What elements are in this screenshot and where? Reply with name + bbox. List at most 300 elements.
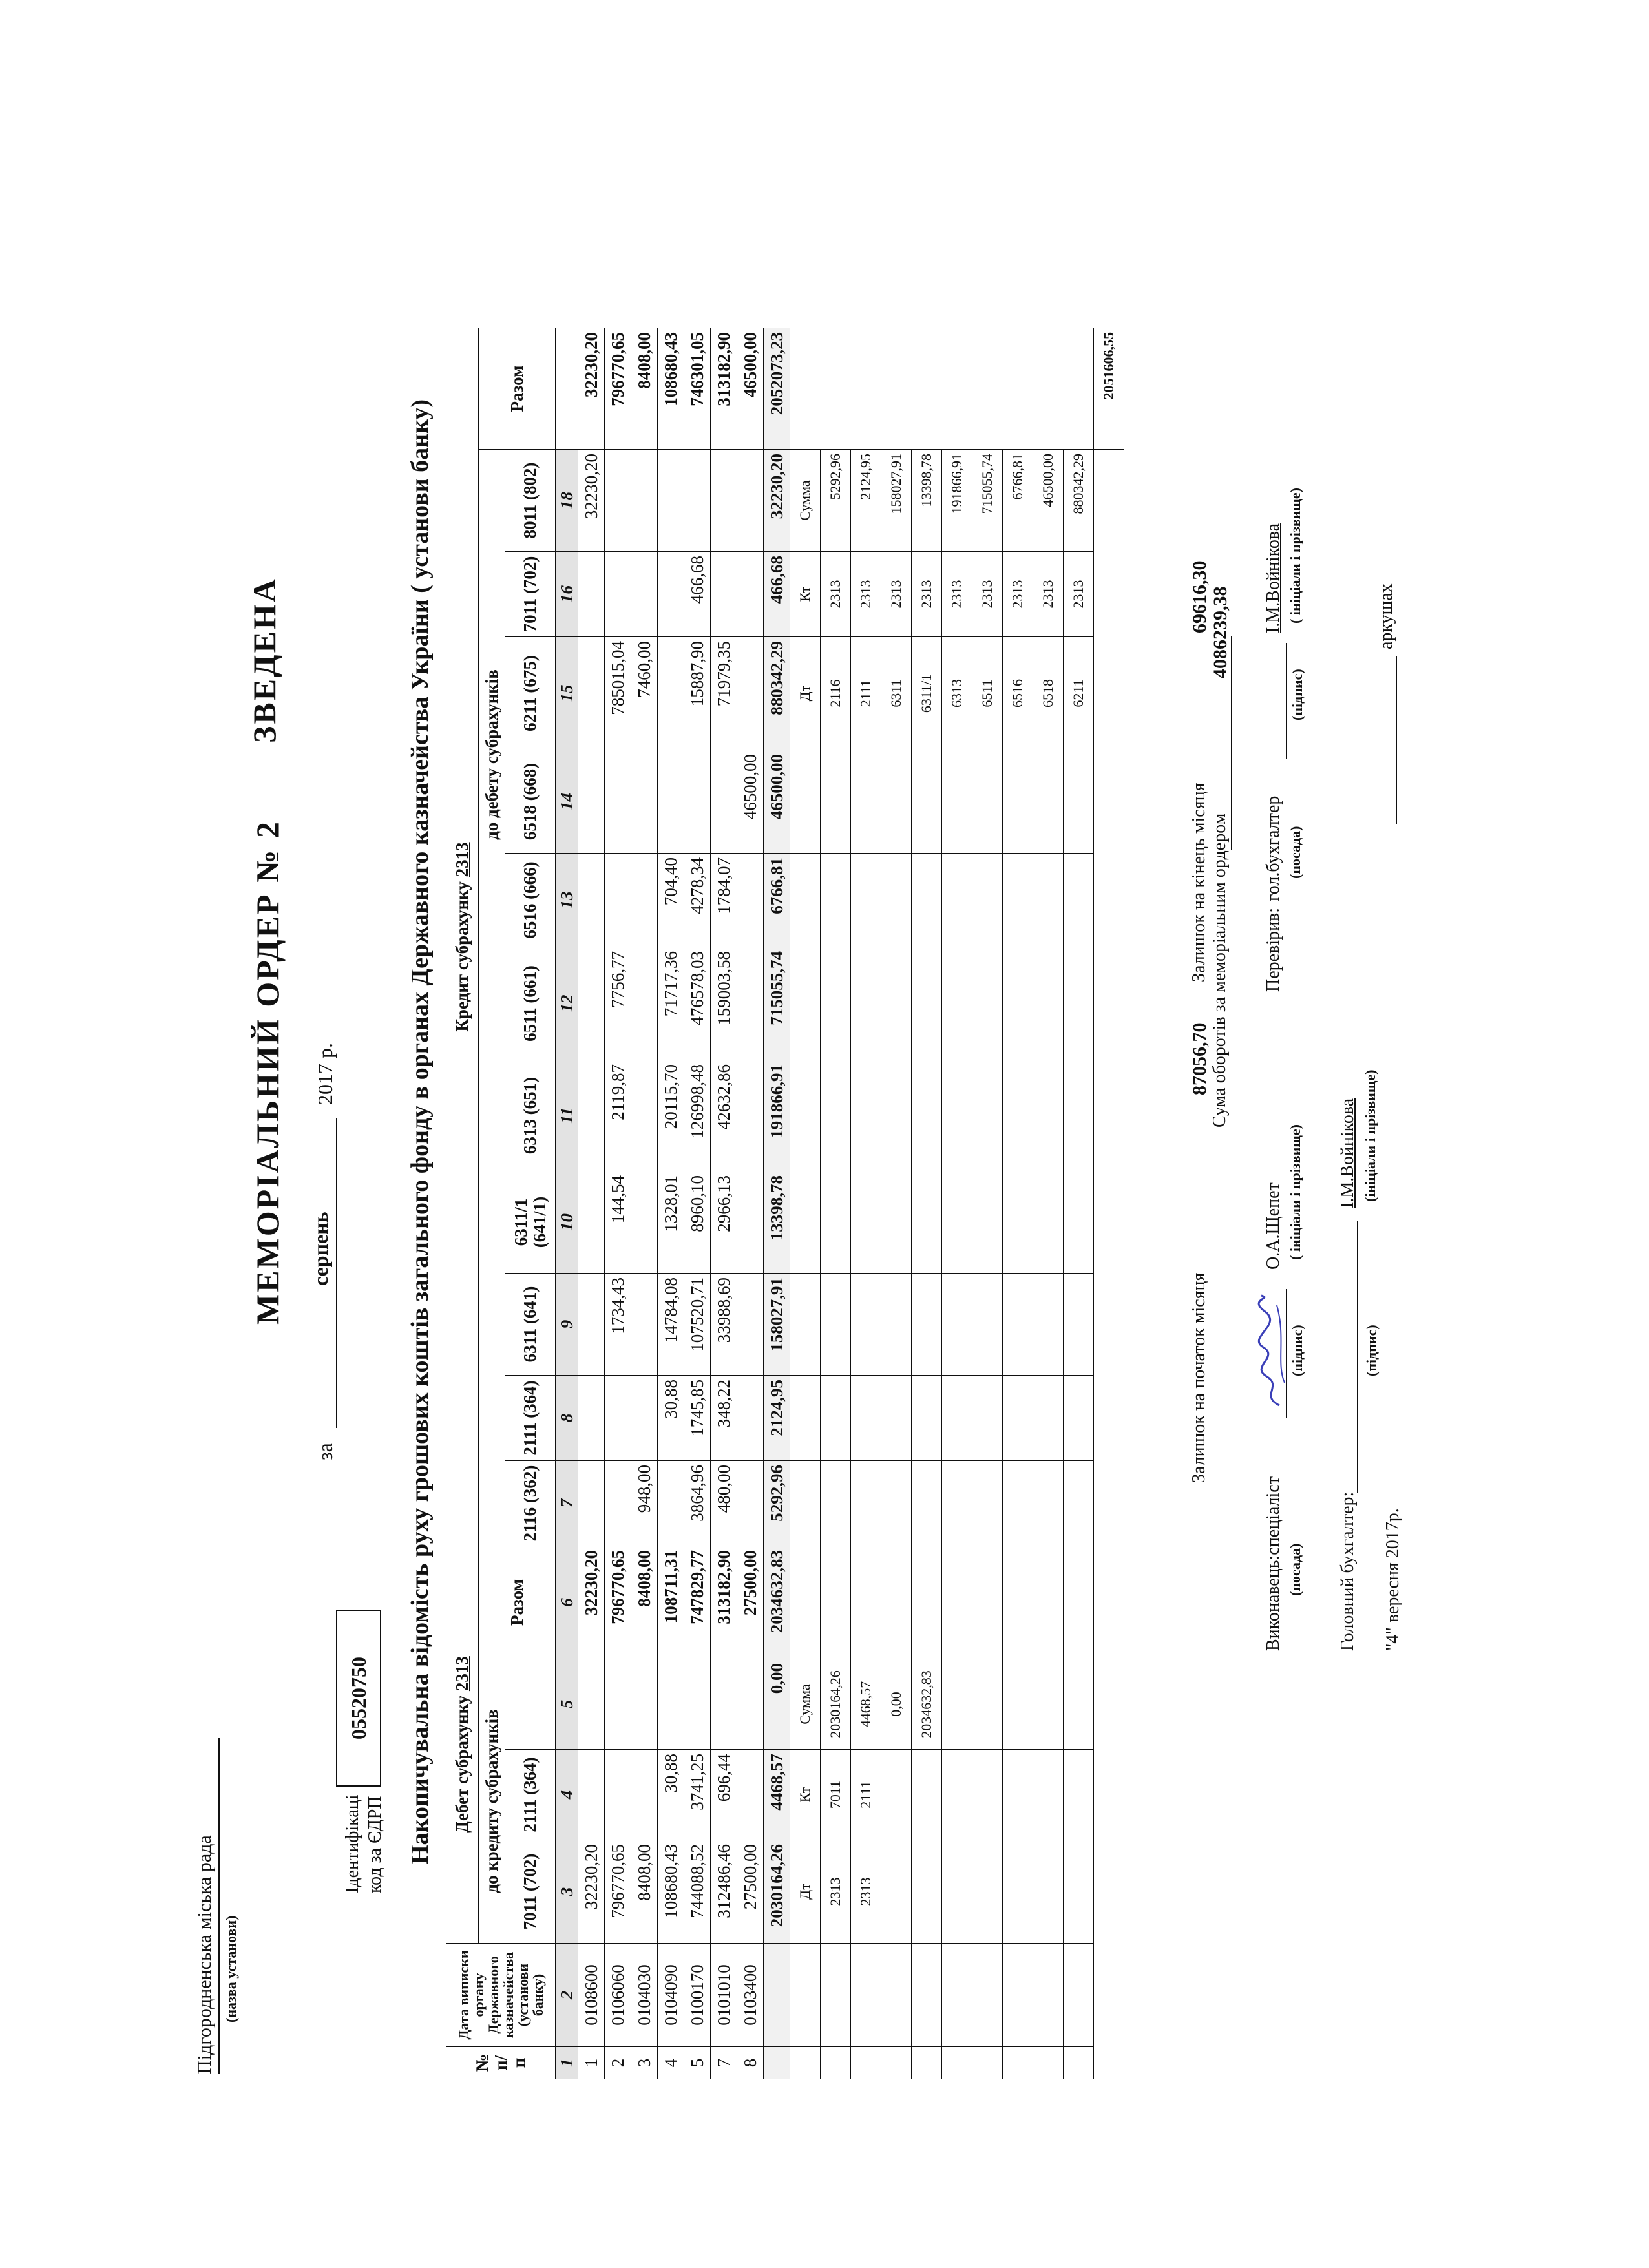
debit-col-7011: 7011 (702) <box>505 1840 556 1944</box>
summary-blank <box>790 1376 821 1461</box>
org-name: Підгородненська міська рада <box>194 1835 215 2074</box>
summary-blank <box>1033 1659 1064 1750</box>
summary-blank <box>1033 1546 1064 1659</box>
credit-col-sum: Разом <box>479 328 556 450</box>
cell-c2111 <box>631 1376 658 1461</box>
cell-date: 0100170 <box>684 1944 711 2047</box>
summary-blank <box>1033 1461 1064 1546</box>
credit-summary-sum: 880342,29 <box>1064 450 1094 552</box>
cell-c2111 <box>605 1376 631 1461</box>
checked-label: Перевірив: <box>1263 907 1283 992</box>
colnum: 16 <box>556 552 578 637</box>
summary-blank <box>881 750 912 854</box>
summary-blank <box>972 1171 1003 1274</box>
cell-c8011 <box>737 450 764 552</box>
summary-blank <box>1064 1171 1094 1274</box>
summary-blank <box>790 1274 821 1376</box>
checked-sign-caption: (підпис) <box>1289 669 1305 720</box>
debit-summary-kt: 2111 <box>851 1750 881 1840</box>
summary-blank <box>1003 1171 1033 1274</box>
credit-summary-sum: 5292,96 <box>821 450 851 552</box>
summary-blank <box>851 1171 881 1274</box>
cell-c7011 <box>631 552 658 637</box>
cell-c6516 <box>578 854 605 947</box>
debit-summary-dt <box>912 1840 942 1944</box>
cell-c6311-1 <box>631 1171 658 1274</box>
cell-c6516: 704,40 <box>658 854 684 947</box>
cell-date: 0103400 <box>737 1944 764 2047</box>
colnum: 8 <box>556 1376 578 1461</box>
total-cell: 2052073,23 <box>764 328 790 450</box>
credit-summary-sum: 158027,91 <box>881 450 912 552</box>
colnum: 14 <box>556 750 578 854</box>
summary-blank <box>790 1944 821 2047</box>
summary-blank <box>1003 1659 1033 1750</box>
summary-blank <box>942 1461 972 1546</box>
cell-c8011 <box>684 450 711 552</box>
summary-blank <box>972 1274 1003 1376</box>
closing-value: 69616,30 <box>1189 560 1210 633</box>
summary-blank <box>851 1376 881 1461</box>
period-prefix: за <box>313 1443 337 1460</box>
summary-blank <box>1003 1546 1033 1659</box>
cell-dsum: 313182,90 <box>711 1546 737 1659</box>
summary-blank <box>1033 1274 1064 1376</box>
cell-d2111 <box>605 1750 631 1840</box>
summary-blank <box>1033 1171 1064 1274</box>
cell-c6311-1: 1328,01 <box>658 1171 684 1274</box>
debit-sub-header: до кредиту субрахунків <box>479 1659 505 1944</box>
edrpou-code: 05520750 <box>336 1610 381 1787</box>
data-rows <box>578 328 764 2079</box>
cell-c6311: 107520,71 <box>684 1274 711 1376</box>
summary-blank <box>821 750 851 854</box>
table-row <box>578 328 605 2079</box>
colnum: 11 <box>556 1060 578 1171</box>
summary-blank <box>881 854 912 947</box>
summary-blank <box>790 1060 821 1171</box>
grand-total-row <box>1094 328 1124 2079</box>
summary-blank <box>851 947 881 1060</box>
totals-row <box>764 328 790 2079</box>
sheets-label: аркушах <box>1376 583 1396 649</box>
summary-blank <box>912 1461 942 1546</box>
cell-d5 <box>737 1659 764 1750</box>
total-cell: 4468,57 <box>764 1750 790 1840</box>
debit-col-blank <box>505 1659 556 1750</box>
cell-d5 <box>578 1659 605 1750</box>
summary-blank <box>790 750 821 854</box>
summary-blank <box>821 1274 851 1376</box>
cell-d7011: 32230,20 <box>578 1840 605 1944</box>
table-row <box>658 328 684 2079</box>
chief-sign-line <box>1357 1221 1358 1493</box>
total-cell: 466,68 <box>764 552 790 637</box>
summary-blank <box>942 947 972 1060</box>
cell-c8011 <box>658 450 684 552</box>
cell-d5 <box>684 1659 711 1750</box>
credit-col-6518: 6518 (668) <box>505 750 556 854</box>
subtitle: Накопичувальна відомість руху грошових коштів загального фонду в органах Державного казначейства України ( установи банку) <box>406 399 434 1864</box>
org-caption: (назва установи) <box>223 1915 239 2022</box>
summary-row <box>942 328 972 2079</box>
cell-d7011: 312486,46 <box>711 1840 737 1944</box>
summary-blank <box>912 947 942 1060</box>
cell-c2116 <box>605 1461 631 1546</box>
opening-value: 87056,70 <box>1189 1022 1210 1095</box>
cell-d7011: 8408,00 <box>631 1840 658 1944</box>
credit-summary-dt-header: Дт <box>790 637 821 750</box>
stamp-zvedena: ЗВЕДЕНА <box>246 577 282 743</box>
summary-row <box>1003 328 1033 2079</box>
cell-c7011 <box>578 552 605 637</box>
grand-total: 2051606,55 <box>1094 328 1124 450</box>
summary-blank <box>1003 1461 1033 1546</box>
credit-col-6311: 6311 (641) <box>505 1274 556 1376</box>
cell-d2111 <box>631 1750 658 1840</box>
summary-blank <box>790 947 821 1060</box>
debit-col-2111: 2111 (364) <box>505 1750 556 1840</box>
cell-csum: 313182,90 <box>711 328 737 450</box>
credit-summary-sum-header: Сумма <box>790 450 821 552</box>
summary-blank <box>912 1274 942 1376</box>
credit-summary-kt: 2313 <box>821 552 851 637</box>
summary-blank <box>942 1750 972 1840</box>
cell-c6313 <box>631 1060 658 1171</box>
summary-blank <box>1064 854 1094 947</box>
checked-name-caption: ( ініціали і прізвище) <box>1287 488 1303 624</box>
cell-c6511: 71717,36 <box>658 947 684 1060</box>
cell-d2111 <box>578 1750 605 1840</box>
credit-summary-kt: 2313 <box>1003 552 1033 637</box>
colnum: 3 <box>556 1840 578 1944</box>
summary-blank <box>1064 947 1094 1060</box>
summary-blank <box>1003 750 1033 854</box>
summary-blank <box>972 854 1003 947</box>
credit-summary-kt: 2313 <box>912 552 942 637</box>
cell-c6516: 1784,07 <box>711 854 737 947</box>
turnover-value: 4086239,38 <box>1210 586 1231 678</box>
cell-c6518 <box>578 750 605 854</box>
turnover-label: Сума оборотів за меморіальним ордером <box>1210 813 1230 1128</box>
debit-summary-sum-header: Сумма <box>790 1659 821 1750</box>
summary-blank <box>1003 1840 1033 1944</box>
cell-c6313: 2119,87 <box>605 1060 631 1171</box>
cell-c6516: 4278,34 <box>684 854 711 947</box>
cell-c6518 <box>631 750 658 854</box>
summary-blank <box>1003 1060 1033 1171</box>
summary-blank <box>942 750 972 854</box>
checked-name: І.М.Войнікова <box>1263 523 1283 633</box>
summary-blank <box>881 947 912 1060</box>
summary-blank <box>942 2047 972 2079</box>
summary-blank <box>972 1944 1003 2047</box>
debit-summary-dt: 2313 <box>851 1840 881 1944</box>
summary-blank <box>851 2047 881 2079</box>
debit-col-sum: Разом <box>479 1546 556 1659</box>
summary-blank <box>1033 1060 1064 1171</box>
summary-blank <box>942 1274 972 1376</box>
summary-blank <box>1003 2047 1033 2079</box>
summary-blank <box>821 1060 851 1171</box>
summary-row <box>851 328 881 2079</box>
credit-summary-kt: 2313 <box>1064 552 1094 637</box>
summary-blank <box>821 2047 851 2079</box>
total-cell: 2030164,26 <box>764 1840 790 1944</box>
summary-blank <box>972 1461 1003 1546</box>
summary-blank <box>821 1944 851 2047</box>
cell-c2111: 30,88 <box>658 1376 684 1461</box>
total-cell: 0,00 <box>764 1659 790 1750</box>
summary-blank <box>972 1546 1003 1659</box>
summary-blank <box>1003 854 1033 947</box>
debit-summary-kt: 7011 <box>821 1750 851 1840</box>
summary-blank <box>1033 1376 1064 1461</box>
summary-blank <box>881 1376 912 1461</box>
summary-blank <box>881 1060 912 1171</box>
credit-summary-dt: 6211 <box>1064 637 1094 750</box>
checked-position: гол.бухгалтер <box>1263 795 1283 901</box>
cell-date: 0106060 <box>605 1944 631 2047</box>
summary-blank <box>790 1171 821 1274</box>
debit-summary-dt: 2313 <box>821 1840 851 1944</box>
credit-group-header <box>446 328 479 1546</box>
total-cell: 46500,00 <box>764 750 790 854</box>
id-label-2: код за ЄДРП <box>365 1796 385 1893</box>
cell-c6311-1 <box>578 1171 605 1274</box>
credit-col-6211: 6211 (675) <box>505 637 556 750</box>
cell-c6516 <box>605 854 631 947</box>
executor-sign-caption: (підпис) <box>1289 1325 1305 1376</box>
cell-c6211: 15887,90 <box>684 637 711 750</box>
executor-name: О.А.Щепет <box>1263 1182 1283 1270</box>
credit-summary-dt: 6311/1 <box>912 637 942 750</box>
table-row <box>605 328 631 2079</box>
colnum: 10 <box>556 1171 578 1274</box>
summary-blank <box>972 1060 1003 1171</box>
summary-row <box>1033 328 1064 2079</box>
summary-blank <box>972 1750 1003 1840</box>
credit-summary-kt: 2313 <box>851 552 881 637</box>
summary-blank <box>912 750 942 854</box>
summary-blank <box>790 854 821 947</box>
table-row <box>737 328 764 2079</box>
summary-blank <box>912 2047 942 2079</box>
colnum: 9 <box>556 1274 578 1376</box>
summary-blank <box>851 854 881 947</box>
cell-c6311-1 <box>737 1171 764 1274</box>
cell-c8011 <box>605 450 631 552</box>
summary-blank <box>821 1461 851 1546</box>
total-cell: 715055,74 <box>764 947 790 1060</box>
cell-c6211: 71979,35 <box>711 637 737 750</box>
summary-blank <box>1064 1750 1094 1840</box>
cell-c6511 <box>737 947 764 1060</box>
cell-c6516 <box>631 854 658 947</box>
cell-d2111: 30,88 <box>658 1750 684 1840</box>
cell-c6311: 14784,08 <box>658 1274 684 1376</box>
credit-col-6313: 6313 (651) <box>505 1060 556 1171</box>
summary-blank <box>821 1376 851 1461</box>
cell-date: 0101010 <box>711 1944 737 2047</box>
cell-d7011: 744088,52 <box>684 1840 711 1944</box>
total-cell: 158027,91 <box>764 1274 790 1376</box>
checked-sign-line <box>1286 643 1287 759</box>
debit-summary-kt <box>912 1750 942 1840</box>
summary-blank <box>1033 947 1064 1060</box>
debit-summary-kt <box>881 1750 912 1840</box>
cell-c7011 <box>658 552 684 637</box>
cell-c2111: 348,22 <box>711 1376 737 1461</box>
cell-c2116: 480,00 <box>711 1461 737 1546</box>
summary-blank <box>851 1546 881 1659</box>
summary-blank <box>972 1376 1003 1461</box>
summary-blank <box>912 1060 942 1171</box>
cell-c2111 <box>578 1376 605 1461</box>
cell-c6311: 1734,43 <box>605 1274 631 1376</box>
org-underline <box>218 1738 220 2074</box>
summary-row <box>790 328 821 2079</box>
credit-summary-dt: 2111 <box>851 637 881 750</box>
cell-d7011: 27500,00 <box>737 1840 764 1944</box>
summary-blank <box>1064 1376 1094 1461</box>
cell-csum: 108680,43 <box>658 328 684 450</box>
total-cell: 13398,78 <box>764 1171 790 1274</box>
summary-blank <box>1064 1944 1094 2047</box>
credit-sub-header: до дебету субрахунків <box>479 450 505 1060</box>
cell-n: 2 <box>605 2047 631 2079</box>
cell-c8011: 32230,20 <box>578 450 605 552</box>
cell-n: 3 <box>631 2047 658 2079</box>
summary-blank <box>1064 750 1094 854</box>
cell-c6518 <box>658 750 684 854</box>
col-no-header: № п/п <box>446 2047 556 2079</box>
summary-blank <box>1003 1750 1033 1840</box>
cell-c6311 <box>631 1274 658 1376</box>
summary-blank <box>821 1171 851 1274</box>
cell-c6518 <box>684 750 711 854</box>
summary-blank <box>1064 1840 1094 1944</box>
credit-group-label: Кредит субрахунку <box>452 881 472 1032</box>
summary-blank <box>790 1546 821 1659</box>
cell-dsum: 8408,00 <box>631 1546 658 1659</box>
cell-c6313 <box>578 1060 605 1171</box>
cell-c6311: 33988,69 <box>711 1274 737 1376</box>
colnum: 5 <box>556 1659 578 1750</box>
cell-c6311 <box>578 1274 605 1376</box>
credit-summary-sum: 191866,91 <box>942 450 972 552</box>
executor-label: Виконавець:спеціаліст <box>1263 1476 1283 1651</box>
colnum: 18 <box>556 450 578 552</box>
cell-c6511 <box>578 947 605 1060</box>
debit-summary-kt-header: Кт <box>790 1750 821 1840</box>
cell-d7011: 796770,65 <box>605 1840 631 1944</box>
period-month: серпень <box>309 1212 332 1286</box>
col-date-header: Дата виписки органу Державного казначейства (установи банку) <box>446 1944 556 2047</box>
summary-blank <box>942 1546 972 1659</box>
summary-blank <box>851 1274 881 1376</box>
cell-c6211: 785015,04 <box>605 637 631 750</box>
checked-position-caption: (посада) <box>1287 826 1303 879</box>
summary-blank <box>821 1546 851 1659</box>
id-label-1: Ідентифікаці <box>342 1794 362 1893</box>
totals-blank <box>764 2047 790 2079</box>
colnum: 7 <box>556 1461 578 1546</box>
summary-blank <box>942 854 972 947</box>
cell-c8011 <box>711 450 737 552</box>
summary-blank <box>1033 1944 1064 2047</box>
summary-blank <box>912 854 942 947</box>
credit-summary-sum: 2124,95 <box>851 450 881 552</box>
credit-summary-kt-header: Кт <box>790 552 821 637</box>
cell-date: 0104090 <box>658 1944 684 2047</box>
summary-blank <box>881 1944 912 2047</box>
summary-blank <box>790 2047 821 2079</box>
summary-blank <box>881 1274 912 1376</box>
summary-blank <box>1003 1376 1033 1461</box>
cell-c6211: 7460,00 <box>631 637 658 750</box>
debit-summary-sum: 4468,57 <box>851 1659 881 1750</box>
opening-label: Залишок на початок місяця <box>1189 1272 1209 1483</box>
cell-n: 8 <box>737 2047 764 2079</box>
colnum: 15 <box>556 637 578 750</box>
total-cell: 880342,29 <box>764 637 790 750</box>
cell-csum: 46500,00 <box>737 328 764 450</box>
summary-blank <box>942 1171 972 1274</box>
cell-c6511: 159003,58 <box>711 947 737 1060</box>
cell-d2111 <box>737 1750 764 1840</box>
cell-c2111: 1745,85 <box>684 1376 711 1461</box>
cell-c6518: 46500,00 <box>737 750 764 854</box>
colnum: 13 <box>556 854 578 947</box>
summary-blank <box>942 1376 972 1461</box>
cell-c6311-1: 144,54 <box>605 1171 631 1274</box>
cell-c7011 <box>711 552 737 637</box>
summary-row <box>972 328 1003 2079</box>
credit-summary-dt: 2116 <box>821 637 851 750</box>
summary-row <box>881 328 912 2079</box>
colnum: 1 <box>556 2047 578 2079</box>
debit-summary-dt-header: Дт <box>790 1840 821 1944</box>
cell-dsum: 32230,20 <box>578 1546 605 1659</box>
summary-blank <box>1003 947 1033 1060</box>
order-title: МЕМОРІАЛЬНИЙ ОРДЕР № 2 <box>249 820 286 1325</box>
closing-label: Залишок на кінець місяця <box>1189 782 1209 982</box>
summary-blank <box>1033 854 1064 947</box>
cell-n: 5 <box>684 2047 711 2079</box>
cell-c2116 <box>578 1461 605 1546</box>
chief-label: Головний бухгалтер: <box>1338 1491 1358 1651</box>
cell-n: 7 <box>711 2047 737 2079</box>
cell-d5 <box>658 1659 684 1750</box>
cell-c6211 <box>658 637 684 750</box>
summary-row <box>1064 328 1094 2079</box>
credit-col-7011: 7011 (702) <box>505 552 556 637</box>
cell-c2116: 948,00 <box>631 1461 658 1546</box>
chief-name-caption: (ініціали і прізвище) <box>1362 1069 1378 1202</box>
totals-blank <box>764 1944 790 2047</box>
credit-summary-dt: 6516 <box>1003 637 1033 750</box>
summary-blank <box>972 1659 1003 1750</box>
cell-c2116 <box>737 1461 764 1546</box>
cell-n: 1 <box>578 2047 605 2079</box>
summary-blank <box>851 1461 881 1546</box>
credit-summary-kt: 2313 <box>942 552 972 637</box>
summary-rows <box>790 328 1094 2079</box>
cell-c2116 <box>658 1461 684 1546</box>
summary-blank <box>1064 1060 1094 1171</box>
period-underline <box>336 1118 337 1428</box>
